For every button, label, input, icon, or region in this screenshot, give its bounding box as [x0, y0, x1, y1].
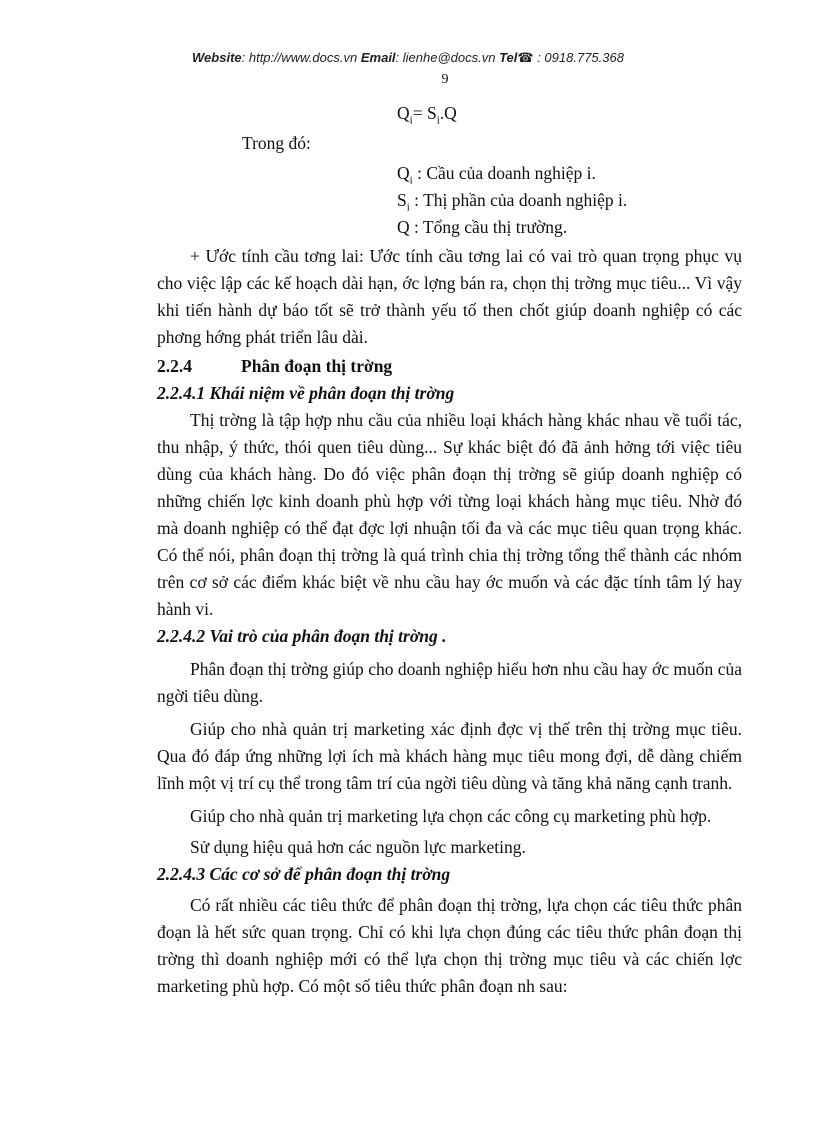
page-number: 9	[441, 72, 449, 87]
definition-q	[157, 214, 742, 241]
def-symbol: Q	[397, 217, 410, 237]
formula-rhs: .Q	[439, 103, 457, 123]
tel-value: ☎ : 0918.775.368	[517, 50, 624, 65]
def-symbol: Q	[397, 163, 410, 183]
formula-s-sub: i	[436, 114, 440, 127]
email-label: Email	[360, 50, 396, 65]
website-value[interactable]: : http://www.docs.vn	[241, 50, 358, 65]
def-sub: i	[406, 201, 410, 214]
subsection-heading-2-2-4-3: 2.2.4.3 Các cơ sở để phân đoạn thị trờng	[157, 864, 451, 884]
website-label: Website	[192, 50, 242, 65]
formula-lhs-sub: i	[409, 114, 413, 127]
document-body	[157, 100, 742, 1000]
section-title: Phân đoạn thị trờng	[241, 356, 393, 376]
def-sub: i	[409, 174, 413, 187]
def-text: : Tổng cầu thị trường.	[409, 217, 568, 237]
paragraph-segmentation-concept: Thị trờng là tập hợp nhu cầu của nhiều loại khách hàng khác nhau về tuổi tác, thu nhập, ý thức, thói quen tiêu dùng... Sự khác biệt đó đã ảnh hởng tới việc tiêu dùng của khách hàng. Do đó việc phân đoạn thị trờng sẽ giúp doanh nghiệp có những chiến lợc kinh doanh phù hợp với từng loại khách hàng mục tiêu. Nhờ đó mà doanh nghiệp có thể đạt đợc lợi nhuận tối đa và các mục tiêu quan trọng khác. Có thể nói, phân đoạn thị trờng là quá trình chia thị trờng tổng thể thành các nhóm trên cơ sở các điểm khác biệt về nhu cầu hay ớc muốn và các đặc tính tâm lý hay hành vi.	[157, 410, 742, 619]
page-header	[0, 50, 816, 66]
formula	[157, 100, 742, 130]
tel-label: Tel	[499, 50, 518, 65]
section-number: 2.2.4	[157, 356, 192, 376]
paragraph-demand-forecast: + Ước tính cầu tơng lai: Ước tính cầu tơng lai có vai trò quan trọng phục vụ cho việc lập các kế hoạch dài hạn, ớc lợng bán ra, chọn thị trờng mục tiêu... Vì vậy khi tiến hành dự báo tốt sẽ trở thành yếu tố then chốt giúp doanh nghiệp có các phơng hớng phát triển lâu dài.	[157, 246, 742, 347]
formula-eq: = S	[412, 103, 437, 123]
formula-lhs: Q	[397, 103, 410, 123]
email-value[interactable]: : lienhe@docs.vn	[395, 50, 496, 65]
paragraph-role-2: Giúp cho nhà quản trị marketing xác định đợc vị thế trên thị trờng mục tiêu. Qua đó đáp ứng những lợi ích mà khách hàng mục tiêu mong đợi, dễ dàng chiếm lĩnh một vị trí cụ thể trong tâm trí của ngời tiêu dùng và tăng khả năng cạnh tranh.	[157, 719, 742, 793]
definition-si	[157, 187, 742, 214]
subsection-heading-2-2-4-1: 2.2.4.1 Khái niệm về phân đoạn thị trờng	[157, 383, 455, 403]
paragraph-segmentation-bases: Có rất nhiều các tiêu thức để phân đoạn thị trờng, lựa chọn các tiêu thức phân đoạn là hết sức quan trọng. Chỉ có khi lựa chọn đúng các tiêu thức phân đoạn thị trờng thì doanh nghiệp mới có thể lựa chọn thị trờng mục tiêu và các chiến lợc marketing phù hợp. Có một số tiêu thức phân đoạn nh sau:	[157, 895, 742, 996]
paragraph-role-3: Giúp cho nhà quản trị marketing lựa chọn các công cụ marketing phù hợp.	[190, 806, 712, 826]
paragraph-role-4: Sử dụng hiệu quả hơn các nguồn lực marketing.	[190, 837, 526, 857]
where-label: Trong đó:	[242, 133, 311, 153]
subsection-heading-2-2-4-2: 2.2.4.2 Vai trò của phân đoạn thị trờng .	[157, 626, 447, 646]
definition-qi	[157, 160, 742, 187]
def-text: : Thị phần của doanh nghiệp i.	[409, 190, 628, 210]
section-heading-2-2-4	[157, 353, 742, 380]
def-symbol: S	[397, 190, 407, 210]
paragraph-role-1: Phân đoạn thị trờng giúp cho doanh nghiệp hiểu hơn nhu cầu hay ớc muốn của ngời tiêu dùng.	[157, 659, 742, 706]
def-text: : Cầu của doanh nghiệp i.	[412, 163, 596, 183]
